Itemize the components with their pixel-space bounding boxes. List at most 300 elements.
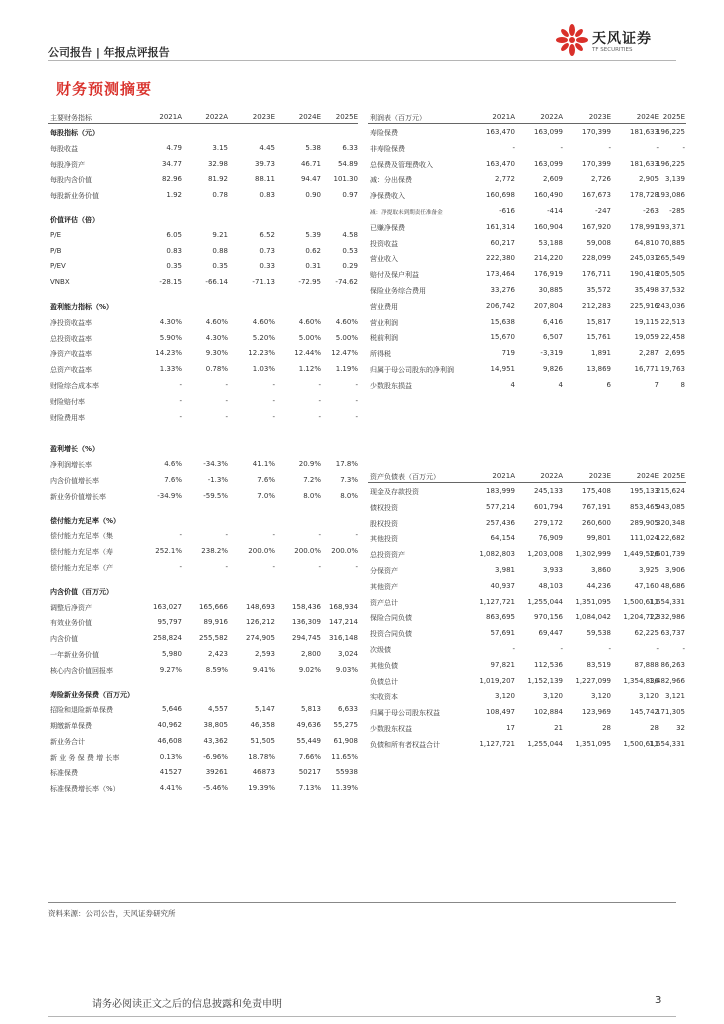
table-cell: 7 <box>654 380 659 389</box>
table-row <box>368 562 686 578</box>
table-cell: - <box>656 644 659 653</box>
row-label: 其他投资 <box>370 535 398 544</box>
table-cell: 9.30% <box>205 349 228 358</box>
table-cell: 4.60% <box>298 317 321 326</box>
row-label: 税前利润 <box>370 334 398 343</box>
table-cell: 320,348 <box>656 518 685 527</box>
table-cell: 178,991 <box>630 222 659 231</box>
table-cell: - <box>318 396 321 405</box>
table-row <box>368 235 686 251</box>
table-cell: 76,909 <box>538 534 563 543</box>
table-row <box>48 156 358 172</box>
table-cell: 33,276 <box>490 285 515 294</box>
table-cell: 2,609 <box>542 175 563 184</box>
table-cell: 7.6% <box>164 475 182 484</box>
table-cell: 43,362 <box>203 736 228 745</box>
table-cell: 163,099 <box>534 159 563 168</box>
table-cell: -34.9% <box>157 491 182 500</box>
table-cell: 81.92 <box>207 175 228 184</box>
row-label: 核心内含价值回报率 <box>50 666 113 675</box>
table-spacer <box>48 203 358 211</box>
table-spacer <box>48 424 358 432</box>
table-cell: 294,745 <box>292 634 321 643</box>
row-label: VNBX <box>50 278 70 287</box>
table-header-row <box>368 110 686 124</box>
table-cell: -1.3% <box>207 475 228 484</box>
table-cell: - <box>682 644 685 653</box>
table-cell: 190,418 <box>630 270 659 279</box>
row-label: 调整后净资产 <box>50 603 92 612</box>
table-cell: 1,082,803 <box>479 550 515 559</box>
row-label: 标准保费增长率（%） <box>50 785 120 794</box>
table-header-year: 2023E <box>588 472 611 480</box>
table-row <box>48 298 358 314</box>
table-row <box>368 720 686 736</box>
row-label: P/E <box>50 230 62 239</box>
table-cell: 126,212 <box>246 618 275 627</box>
table-row <box>368 298 686 314</box>
table-cell: 64,154 <box>490 534 515 543</box>
table-cell: - <box>272 380 275 389</box>
table-row <box>368 499 686 515</box>
table-row <box>368 546 686 562</box>
row-label: 减：分出保费 <box>370 176 412 185</box>
row-label: 偿付能力充足率（寿 <box>50 548 113 557</box>
table-cell: 2,905 <box>638 175 659 184</box>
table-cell: 719 <box>501 349 515 358</box>
table-cell: 4.79 <box>166 143 182 152</box>
table-cell: 0.83 <box>166 246 182 255</box>
table-cell: 181,633 <box>630 159 659 168</box>
table-cell: 165,666 <box>199 602 228 611</box>
table-row <box>368 673 686 689</box>
table-header-year: 2021A <box>492 472 515 480</box>
table-cell: 22,458 <box>660 333 685 342</box>
table-cell: 4.58 <box>342 230 358 239</box>
table-cell: 6,507 <box>542 333 563 342</box>
table-cell: 1,255,044 <box>527 597 563 606</box>
table-cell: 148,693 <box>246 602 275 611</box>
table-cell: 195,133 <box>630 487 659 495</box>
table-row <box>48 559 358 575</box>
row-label: 营业收入 <box>370 255 398 264</box>
balance-sheet-table <box>368 469 686 752</box>
source-divider <box>48 902 676 903</box>
table-cell: 1.33% <box>159 365 182 374</box>
table-cell: 123,969 <box>582 708 611 717</box>
table-row <box>368 203 686 219</box>
row-label: 其他资产 <box>370 582 398 591</box>
table-cell: 0.35 <box>212 262 228 271</box>
table-cell: 51,505 <box>250 736 275 745</box>
table-cell: 4.60% <box>252 317 275 326</box>
table-cell: 316,148 <box>329 634 358 643</box>
table-cell: -28.15 <box>159 278 182 287</box>
table-cell: 1,227,099 <box>575 676 611 685</box>
table-row <box>48 140 358 156</box>
table-cell: 1,084,042 <box>575 613 611 622</box>
table-cell: 44,236 <box>586 581 611 590</box>
table-cell: 1,302,999 <box>575 550 611 559</box>
page-number: 3 <box>655 995 662 1006</box>
table-cell: 2,800 <box>300 649 321 658</box>
table-cell: 22,513 <box>660 317 685 326</box>
table-cell: 0.78% <box>205 365 228 374</box>
row-label: 每股净资产 <box>50 160 85 169</box>
table-cell: 196,225 <box>656 128 685 136</box>
table-header-year: 2022A <box>205 113 228 121</box>
table-row <box>368 361 686 377</box>
table-cell: -71.13 <box>252 278 275 287</box>
table-cell: 69,447 <box>538 629 563 638</box>
table-cell: 99,801 <box>586 534 611 543</box>
table-cell: 163,470 <box>486 128 515 136</box>
table-cell: 170,399 <box>582 159 611 168</box>
table-row <box>48 599 358 615</box>
table-cell: 943,085 <box>656 502 685 511</box>
table-row <box>48 171 358 187</box>
table-cell: -263 <box>643 206 659 215</box>
table-cell: 19.39% <box>248 784 275 793</box>
table-cell: 13,869 <box>586 364 611 373</box>
table-cell: - <box>560 644 563 653</box>
table-cell: 212,283 <box>582 301 611 310</box>
table-cell: 767,191 <box>582 502 611 511</box>
row-label: 总资产收益率 <box>50 366 92 375</box>
table-row <box>48 717 358 733</box>
table-cell: 601,794 <box>534 502 563 511</box>
table-cell: 1,351,095 <box>575 739 611 748</box>
table-cell: 7.6% <box>257 475 275 484</box>
table-cell: 83,519 <box>586 660 611 669</box>
table-cell: 0.29 <box>342 262 358 271</box>
table-cell: 206,742 <box>486 301 515 310</box>
table-header-label: 主要财务指标 <box>50 114 92 122</box>
table-cell: 1,601,739 <box>649 550 685 559</box>
table-section-heading: 每股指标（元） <box>50 129 99 137</box>
table-row <box>368 171 686 187</box>
table-row <box>48 393 358 409</box>
table-cell: 6.05 <box>166 230 182 239</box>
table-cell: 3,860 <box>590 565 611 574</box>
table-cell: 3,906 <box>664 565 685 574</box>
row-label: 净投资收益率 <box>50 318 92 327</box>
table-cell: 3,120 <box>638 692 659 701</box>
table-header-row <box>368 469 686 483</box>
table-cell: 181,633 <box>630 128 659 136</box>
table-cell: - <box>355 396 358 405</box>
table-row <box>48 543 358 559</box>
row-label: 营业利润 <box>370 318 398 327</box>
table-row <box>368 736 686 752</box>
table-cell: 4 <box>558 380 563 389</box>
table-cell: -414 <box>547 206 563 215</box>
table-cell: 163,099 <box>534 128 563 136</box>
table-cell: 19,763 <box>660 364 685 373</box>
table-cell: 3.15 <box>212 143 228 152</box>
table-cell: 225,916 <box>630 301 659 310</box>
row-label: 少数股东权益 <box>370 724 412 733</box>
table-cell: 173,464 <box>486 270 515 279</box>
table-cell: 40,937 <box>490 581 515 590</box>
table-cell: 6.52 <box>259 230 275 239</box>
table-cell: 61,908 <box>333 736 358 745</box>
table-cell: -5.46% <box>203 784 228 793</box>
table-cell: 2,695 <box>664 349 685 358</box>
row-label: 每股收益 <box>50 144 78 153</box>
row-label: 寿险保费 <box>370 129 398 137</box>
table-cell: 1,500,611 <box>623 739 659 748</box>
table-cell: 4.30% <box>205 333 228 342</box>
table-cell: 12.23% <box>248 349 275 358</box>
table-row <box>48 630 358 646</box>
table-header-year: 2022A <box>540 472 563 480</box>
table-cell: 163,027 <box>153 602 182 611</box>
table-row <box>48 701 358 717</box>
table-cell: 15,670 <box>490 333 515 342</box>
table-spacer <box>48 504 358 512</box>
row-label: 资产总计 <box>370 598 398 607</box>
table-cell: 1,891 <box>590 349 611 358</box>
table-cell: 3,120 <box>542 692 563 701</box>
table-row <box>48 780 358 796</box>
table-cell: 1,351,095 <box>575 597 611 606</box>
table-cell: - <box>512 644 515 653</box>
table-cell: 167,673 <box>582 191 611 200</box>
table-header-year: 2023E <box>252 113 275 121</box>
table-row <box>48 361 358 377</box>
table-row <box>48 330 358 346</box>
table-cell: 136,309 <box>292 618 321 627</box>
logo-name-cn: 天风证券 <box>592 31 652 47</box>
table-cell: 215,624 <box>656 487 685 495</box>
table-cell: 257,436 <box>486 518 515 527</box>
table-cell: 160,490 <box>534 191 563 200</box>
row-label: 已赚净保费 <box>370 223 405 232</box>
table-cell: 853,465 <box>630 502 659 511</box>
table-cell: 4,557 <box>207 705 228 714</box>
table-spacer <box>48 575 358 583</box>
row-label: 每股内含价值 <box>50 176 92 185</box>
table-row <box>48 211 358 227</box>
table-cell: - <box>179 562 182 571</box>
table-header-year: 2021A <box>159 113 182 121</box>
table-row <box>368 704 686 720</box>
table-cell: 108,497 <box>486 708 515 717</box>
table-row <box>368 140 686 156</box>
table-cell: 260,600 <box>582 518 611 527</box>
row-label: 净保费收入 <box>370 192 405 201</box>
table-row <box>48 124 358 140</box>
table-cell: 64,810 <box>634 238 659 247</box>
table-cell: - <box>318 380 321 389</box>
table-cell: 2,726 <box>590 175 611 184</box>
table-row <box>48 345 358 361</box>
table-header-year: 2025E <box>662 472 685 480</box>
table-cell: 0.62 <box>305 246 321 255</box>
row-label: 期缴新单保费 <box>50 722 92 731</box>
table-cell: 6,633 <box>337 705 358 714</box>
table-cell: 4.41% <box>159 784 182 793</box>
table-cell: - <box>225 380 228 389</box>
table-cell: 7.66% <box>298 752 321 761</box>
table-cell: 112,536 <box>534 660 563 669</box>
table-cell: 28 <box>602 723 611 732</box>
row-label: 股权投资 <box>370 519 398 528</box>
table-cell: 4.60% <box>205 317 228 326</box>
table-cell: 2,287 <box>638 349 659 358</box>
table-cell: 1,354,836 <box>623 676 659 685</box>
table-cell: - <box>355 531 358 540</box>
table-cell: 55,275 <box>333 721 358 730</box>
table-cell: -6.96% <box>203 752 228 761</box>
table-cell: 1.03% <box>252 365 275 374</box>
table-cell: 243,036 <box>656 301 685 310</box>
table-row <box>368 625 686 641</box>
table-cell: 161,314 <box>486 222 515 231</box>
table-cell: 5.39 <box>305 230 321 239</box>
row-label: 次级债 <box>370 645 391 654</box>
table-cell: 171,305 <box>656 708 685 717</box>
table-section-heading: 偿付能力充足率（%） <box>50 516 121 525</box>
table-cell: - <box>225 531 228 540</box>
table-cell: - <box>608 644 611 653</box>
row-label: 非寿险保费 <box>370 144 405 153</box>
table-row <box>48 314 358 330</box>
table-cell: 863,695 <box>486 613 515 622</box>
table-cell: 200.0% <box>331 547 358 556</box>
row-label: 归属于母公司股东的净利润 <box>370 365 454 374</box>
table-row <box>48 472 358 488</box>
table-row <box>368 515 686 531</box>
row-label: 内含价值增长率 <box>50 476 99 485</box>
table-row <box>48 409 358 425</box>
table-cell: 39261 <box>205 768 228 777</box>
table-cell: 5,646 <box>161 705 182 714</box>
table-cell: 21 <box>554 723 563 732</box>
table-header-year: 2024E <box>636 472 659 480</box>
table-cell: 57,691 <box>490 629 515 638</box>
table-cell: 94.47 <box>300 175 321 184</box>
table-cell: 3,139 <box>664 175 685 184</box>
table-cell: 6,416 <box>542 317 563 326</box>
table-cell: 2,423 <box>207 649 228 658</box>
table-cell: 30,885 <box>538 285 563 294</box>
table-cell: 2,772 <box>494 175 515 184</box>
table-cell: 12.44% <box>294 349 321 358</box>
table-row <box>48 488 358 504</box>
table-cell: - <box>355 380 358 389</box>
table-cell: 1,127,721 <box>479 597 515 606</box>
table-cell: 176,711 <box>582 270 611 279</box>
table-section-heading: 内含价值（百万元） <box>50 587 113 596</box>
row-label: 招险和退险新单保费 <box>50 706 113 715</box>
table-row <box>368 124 686 140</box>
table-cell: 102,884 <box>534 708 563 717</box>
row-label: 财险费用率 <box>50 413 85 422</box>
table-cell: 0.97 <box>342 191 358 200</box>
table-cell: 4.30% <box>159 317 182 326</box>
table-cell: 3,120 <box>494 692 515 701</box>
table-row <box>368 187 686 203</box>
table-cell: 3,981 <box>494 565 515 574</box>
table-cell: 265,549 <box>656 254 685 263</box>
table-cell: - <box>355 562 358 571</box>
table-cell: 3,024 <box>337 649 358 658</box>
table-cell: 228,099 <box>582 254 611 263</box>
row-label: P/B <box>50 246 62 255</box>
table-cell: 279,172 <box>534 518 563 527</box>
table-cell: 1.12% <box>298 365 321 374</box>
table-cell: 15,638 <box>490 317 515 326</box>
table-cell: 47,160 <box>634 581 659 590</box>
table-cell: 970,156 <box>534 613 563 622</box>
table-cell: 9.02% <box>298 665 321 674</box>
logo-mark-icon <box>556 24 588 56</box>
table-row <box>368 250 686 266</box>
table-cell: 1,127,721 <box>479 739 515 748</box>
table-cell: -59.5% <box>203 491 228 500</box>
table-cell: 205,505 <box>656 270 685 279</box>
table-cell: 46,608 <box>157 736 182 745</box>
table-cell: - <box>682 143 685 152</box>
table-cell: 48,686 <box>660 581 685 590</box>
table-cell: 5.20% <box>252 333 275 342</box>
table-cell: 214,220 <box>534 254 563 263</box>
table-cell: 18.78% <box>248 752 275 761</box>
company-logo <box>556 24 682 60</box>
table-cell: 89,916 <box>203 618 228 627</box>
table-row <box>368 530 686 546</box>
table-row <box>48 662 358 678</box>
table-cell: - <box>225 412 228 421</box>
row-label: 营业费用 <box>370 302 398 311</box>
table-row <box>368 314 686 330</box>
table-cell: 0.53 <box>342 246 358 255</box>
table-row <box>48 512 358 528</box>
table-cell: 1,654,331 <box>649 739 685 748</box>
table-cell: 0.78 <box>212 191 228 200</box>
table-cell: 175,408 <box>582 487 611 495</box>
section-title: 财务预测摘要 <box>56 80 153 98</box>
table-header-year: 2023E <box>588 113 611 121</box>
table-cell: 15,817 <box>586 317 611 326</box>
table-row <box>48 686 358 702</box>
table-spacer <box>48 432 358 440</box>
table-cell: 183,999 <box>486 487 515 495</box>
table-cell: 0.31 <box>305 262 321 271</box>
report-type-label: 公司报告 | 年报点评报告 <box>48 46 170 59</box>
table-cell: 41527 <box>159 768 182 777</box>
table-cell: 1.19% <box>335 365 358 374</box>
table-cell: 289,905 <box>630 518 659 527</box>
table-spacer <box>48 678 358 686</box>
table-cell: 7.3% <box>340 475 358 484</box>
table-cell: 101.30 <box>333 175 358 184</box>
table-cell: 252.1% <box>155 547 182 556</box>
table-cell: -616 <box>499 206 515 215</box>
table-cell: 7.13% <box>298 784 321 793</box>
table-cell: 19,115 <box>634 317 659 326</box>
table-cell: - <box>179 396 182 405</box>
table-row <box>48 646 358 662</box>
table-row <box>48 377 358 393</box>
table-header-year: 2024E <box>298 113 321 121</box>
table-cell: 168,934 <box>329 602 358 611</box>
table-cell: 32.98 <box>207 159 228 168</box>
table-cell: 1,019,207 <box>479 676 515 685</box>
table-cell: 41.1% <box>252 460 275 469</box>
